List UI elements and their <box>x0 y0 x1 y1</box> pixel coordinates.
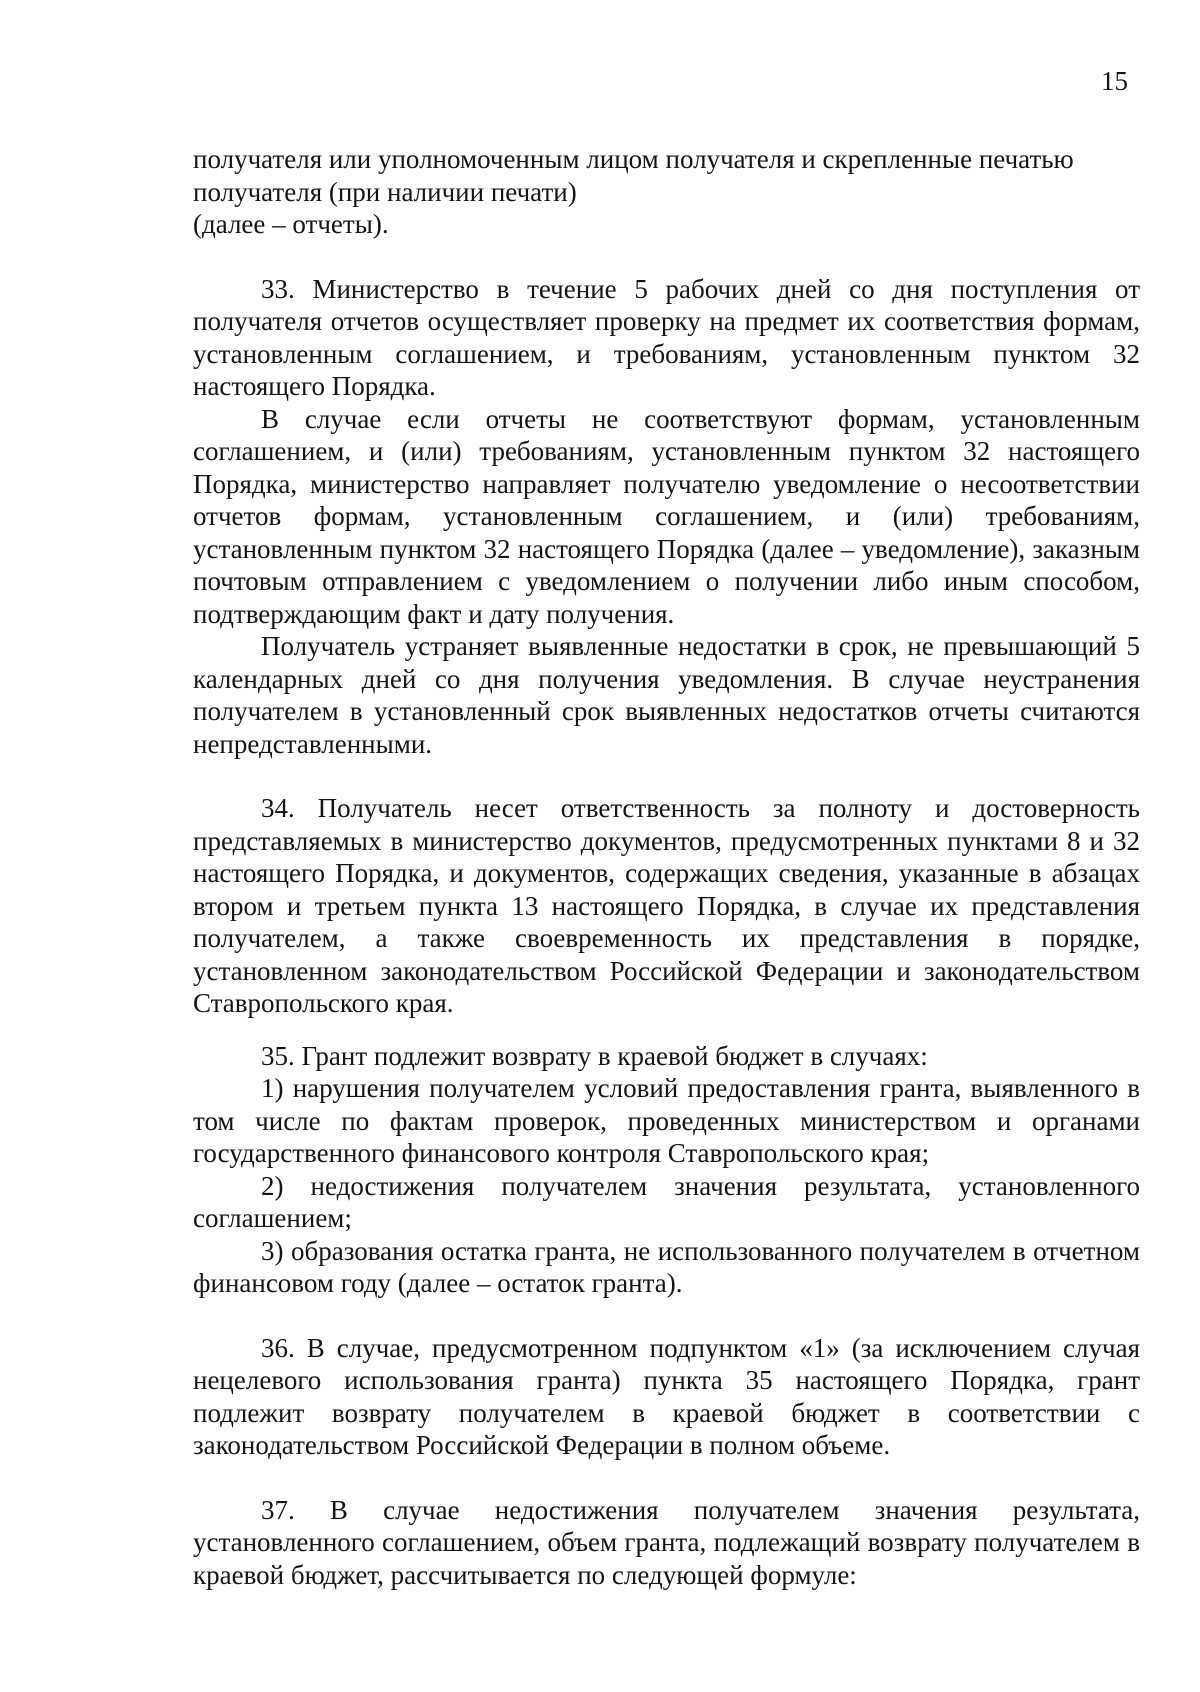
intro-line-1: получателя или уполномоченным лицом получателя и скрепленные печатью <box>193 144 1074 174</box>
paragraph-33-noncompliance: В случае если отчеты не соответствуют формам, установленным соглашением, и (или) требованиям, установленным пунктом 32 настоящего Порядка, министерство направляет получателю уведомление о несоответствии отчетов формам, установленным соглашением, и (или) требованиям, установленным пунктом 32 настоящего Порядка (далее – уведомление), заказным почтовым отправлением с уведомлением о получении либо иным способом, подтверждающим факт и дату получения. <box>193 403 1140 629</box>
paragraph-35: 35. Грант подлежит возврату в краевой бюджет в случаях: <box>261 1040 928 1071</box>
paragraph-35-item-2: 2) недостижения получателем значения результата, установленного соглашением; <box>193 1170 1140 1233</box>
paragraph-34: 34. Получатель несет ответственность за полноту и достоверность представляемых в министерство документов, предусмотренных пунктами 8 и 32 настоящего Порядка, и документов, содержащих сведения, указанные в абзацах втором и третьем пункта 13 настоящего Порядка, в случае их представления получателем, а также своевременность их представления в порядке, установленном законодательством Российской Федерации и законодательством Ставропольского края. <box>193 793 1140 1018</box>
intro-line-3: (далее – отчеты). <box>193 209 389 239</box>
intro-paragraph <box>193 143 1140 241</box>
paragraph-36: 36. В случае, предусмотренном подпунктом «1» (за исключением случая нецелевого использования гранта) пункта 35 настоящего Порядка, грант подлежит возврату получателем в краевой бюджет в соответствии с законодательством Российской Федерации в полном объеме. <box>193 1332 1140 1460</box>
intro-line-2: получателя (при наличии печати) <box>193 176 577 207</box>
document-body <box>193 143 1140 1591</box>
paragraph-37: 37. В случае недостижения получателем значения результата, установленного соглашением, объем гранта, подлежащий возврату получателем в краевой бюджет, рассчитывается по следующей формуле: <box>193 1494 1140 1590</box>
page-number: 15 <box>1101 66 1128 96</box>
paragraph-35-item-1: 1) нарушения получателем условий предоставления гранта, выявленного в том числе по фактам проверок, проведенных министерством и органами государственного финансового контроля Ставропольского края; <box>193 1073 1140 1168</box>
paragraph-33-correction: Получатель устраняет выявленные недостатки в срок, не превышающий 5 календарных дней со дня получения уведомления. В случае неустранения получателем в установленный срок выявленных недостатков отчеты считаются непредставленными. <box>193 631 1140 759</box>
paragraph-35-item-3: 3) образования остатка гранта, не использованного получателем в отчетном финансовом году (далее – остаток гранта). <box>193 1235 1140 1298</box>
paragraph-33: 33. Министерство в течение 5 рабочих дней со дня поступления от получателя отчетов осуществляет проверку на предмет их соответствия формам, установленным соглашением, и требованиям, установленным пунктом 32 настоящего Порядка. <box>193 273 1140 401</box>
